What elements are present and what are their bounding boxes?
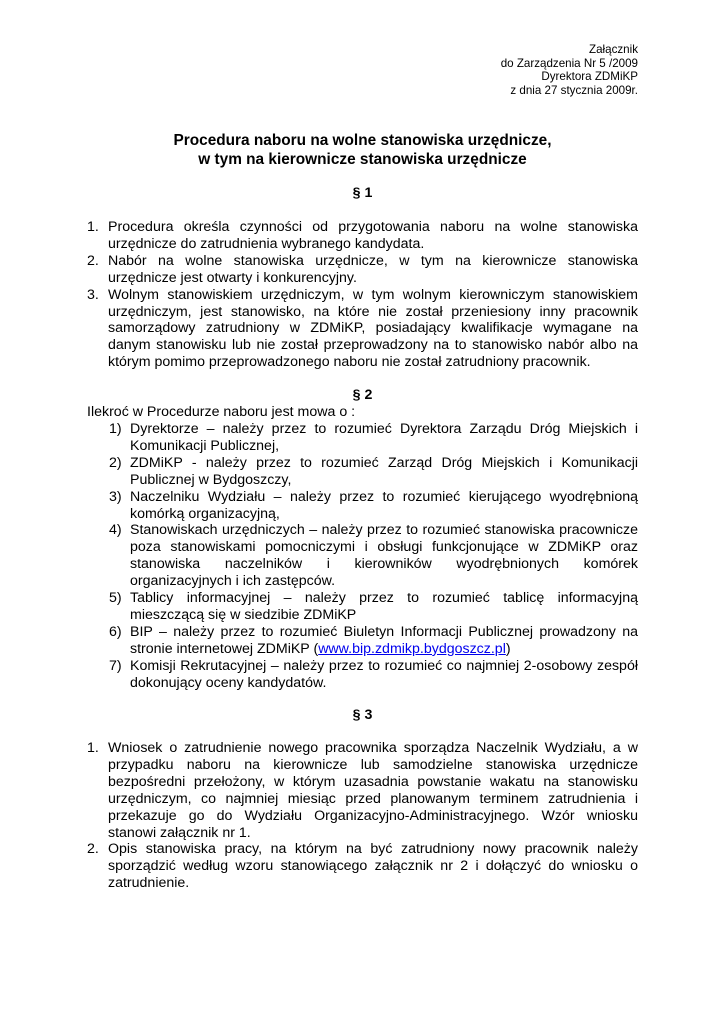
section-2-item-4 [109,522,638,590]
section-2-item-2 [109,455,638,489]
item-number: 2. [87,252,99,269]
item-text: Komisji Rekrutacyjnej – należy przez to rozumieć co najmniej 2-osobowy zespół dokonujący oceny kandydatów. [130,657,638,691]
item-text: Wolnym stanowiskiem urzędniczym, w tym wolnym kierowniczym stanowiskiem urzędniczym, jest stanowisko, na które nie został przeniesiony inny pracownik samorządowy zatrudniony w ZDMiKP, posiadający kwalifikacje wymagane na danym stanowisku lub nie został przeprowadzony na to stanowisko nabór albo na którym pomimo przeprowadzonego naboru nie został zatrudniony pracownik. [108,286,638,371]
section-2-intro: Ilekroć w Procedurze naboru jest mowa o : [87,404,356,420]
section-2-item-6 [109,624,638,658]
section-1-list [87,219,638,371]
item-number: 1) [109,421,122,437]
section-1-item-3 [87,287,638,372]
section-3-item-2 [87,841,638,892]
header-line-4: z dnia 27 stycznia 2009r. [510,83,638,97]
item-number: 1. [87,740,99,756]
item-text: Tablicy informacyjnej – należy przez to rozumieć tablicę informacyjną mieszczącą się w siedzibie ZDMiKP [130,590,638,623]
item-number: 1. [87,219,99,235]
section-3-list [87,740,638,892]
header-line-2: do Zarządzenia Nr 5 /2009 [500,56,638,70]
title-line-1: Procedura naboru na wolne stanowiska urzędnicze, [173,132,552,149]
item-number: 7) [109,657,122,674]
section-2-list [109,421,638,692]
section-2-item-5 [109,590,638,624]
item-text-before-link: BIP – należy przez to rozumieć Biuletyn Informacji Publicznej prowadzony na stronie internetowej ZDMiKP ( [130,623,638,657]
item-text: Naczelniku Wydziału – należy przez to rozumieć kierującego wyodrębnioną komórką organizacyjną, [130,488,638,522]
item-text [130,624,638,658]
item-text: Opis stanowiska pracy, na którym na być zatrudniony nowy pracownik należy sporządzić według wzoru stanowiącego załącznik nr 2 i dołączyć do wniosku o zatrudnienie. [108,841,638,892]
item-text: Wniosek o zatrudnienie nowego pracownika sporządza Naczelnik Wydziału, a w przypadku naboru na kierownicze lub samodzielne stanowiska urzędnicze bezpośredni przełożony, w którym uzasadnia powstanie wakatu na stanowisku urzędniczym, co najmniej miesiąc przed planowanym terminem zatrudnienia i przekazuje go do Wydziału Organizacyjno-Administracyjnego. Wzór wniosku stanowi załącznik nr 1. [108,740,638,841]
item-number: 6) [109,623,122,640]
item-number: 3. [87,286,99,303]
item-number: 5) [109,590,122,607]
item-text: Dyrektorze – należy przez to rozumieć Dyrektora Zarządu Dróg Miejskich i Komunikacji Publicznej, [130,421,638,454]
item-text: Nabór na wolne stanowiska urzędnicze, w tym na kierownicze stanowiska urzędnicze jest otwarty i konkurencyjny. [108,252,638,286]
section-2-item-1 [109,421,638,455]
item-number: 4) [109,522,122,539]
document-title [87,131,638,169]
section-1-mark: § 1 [352,185,373,201]
item-text-after-link: ) [505,640,511,657]
item-number: 3) [109,488,122,505]
section-2-item-3 [109,489,638,523]
section-3-item-1 [87,740,638,841]
header-line-1: Załącznik [589,43,638,56]
item-number: 2. [87,841,99,858]
attachment-header [501,43,638,97]
item-number: 2) [109,454,122,471]
title-line-2: w tym na kierownicze stanowiska urzędnicze [198,151,527,168]
item-text: Procedura określa czynności od przygotowania naboru na wolne stanowiska urzędnicze do zatrudnienia wybranego kandydata. [108,219,638,252]
section-1-item-2 [87,253,638,287]
section-2-mark: § 2 [352,387,373,403]
section-3-mark: § 3 [352,707,373,723]
item-text: Stanowiskach urzędniczych – należy przez to rozumieć stanowiska pracownicze poza stanowiskami pomocniczymi i obsługi funkcjonujące w ZDMiKP oraz stanowiska naczelników i kierowników wyodrębnionych komórek organizacyjnych i ich zastępców. [130,522,638,590]
bip-link[interactable]: www.bip.zdmikp.bydgoszcz.pl [318,640,506,657]
section-2-item-7 [109,658,638,692]
header-line-3: Dyrektora ZDMiKP [541,70,638,84]
item-text: ZDMiKP - należy przez to rozumieć Zarząd Dróg Miejskich i Komunikacji Publicznej w Bydgoszczy, [130,454,638,488]
section-1-item-1 [87,219,638,253]
